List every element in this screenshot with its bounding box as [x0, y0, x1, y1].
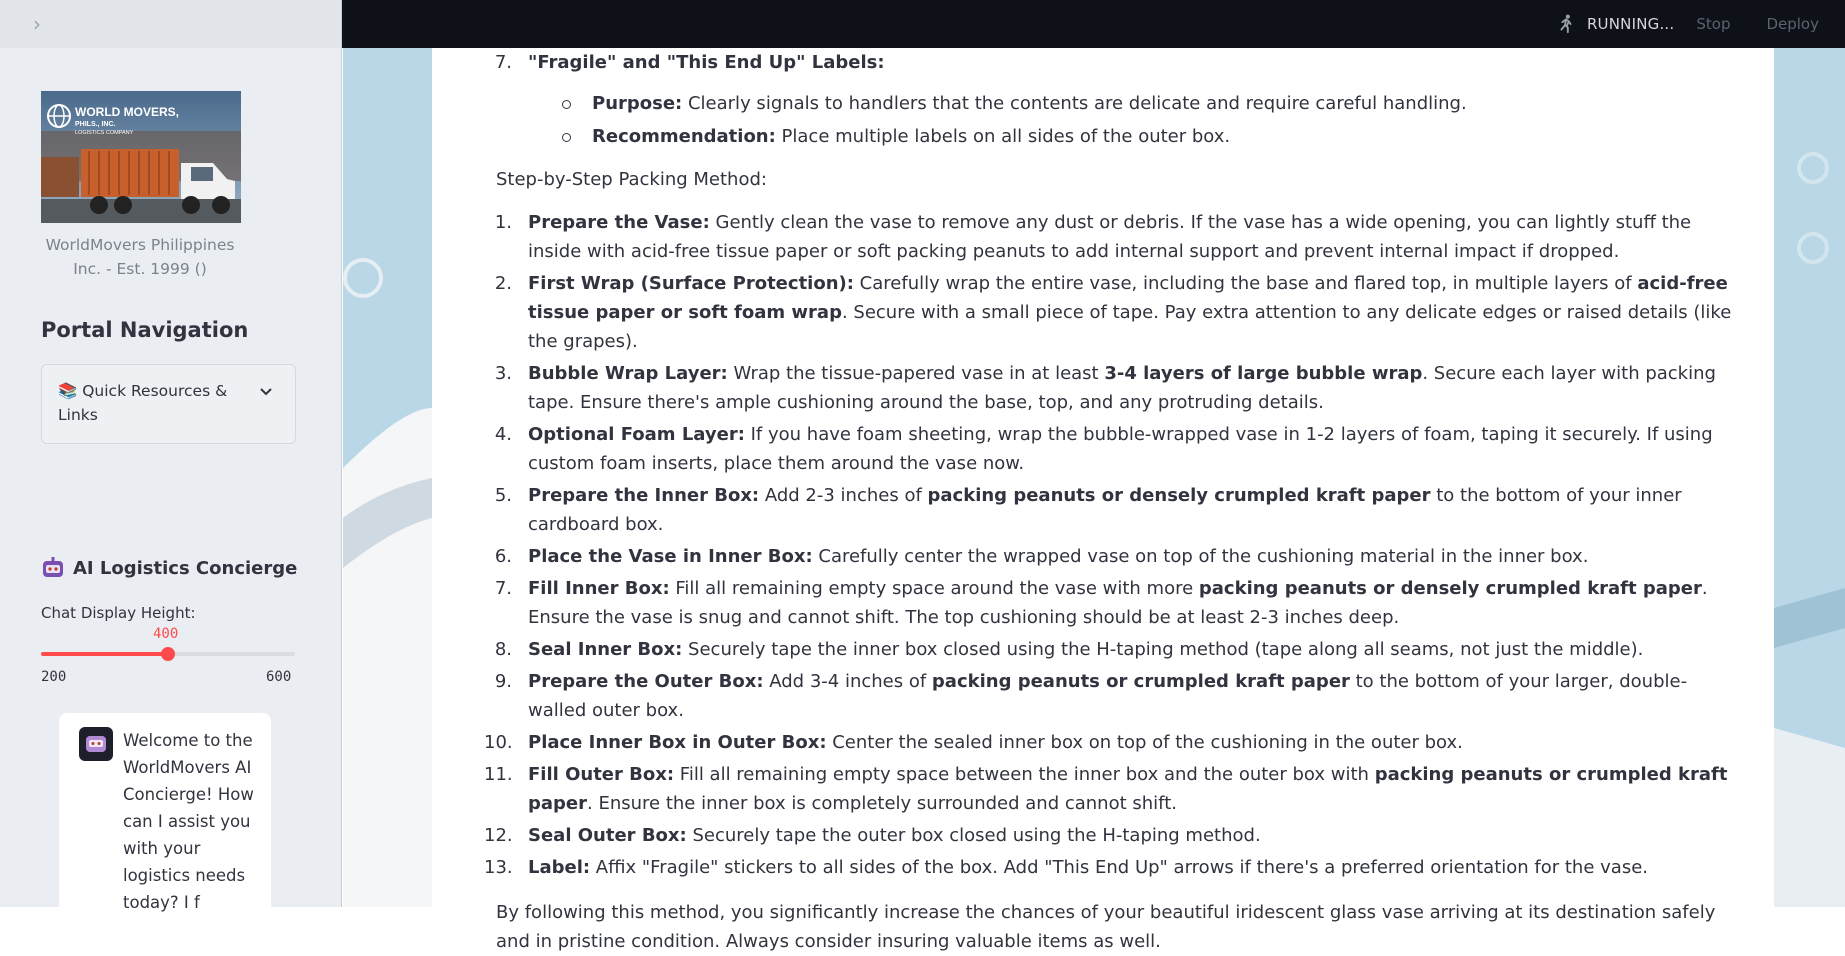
step-text: . Secure each layer with packing tape. Ensure there's ample cushioning around the base, top, and any protruding details. — [528, 363, 1716, 413]
step-item — [496, 420, 1744, 478]
materials-list — [496, 48, 1744, 151]
step-item — [496, 208, 1744, 266]
company-logo — [41, 91, 241, 223]
item-title: "Fragile" and "This End Up" Labels: — [528, 52, 885, 73]
step-bold-text: packing peanuts or crumpled kraft paper — [528, 764, 1728, 814]
step-number: 13. — [484, 857, 513, 878]
step-number: 4. — [494, 424, 512, 445]
step-number: 2. — [494, 273, 512, 294]
step-bold-text: Fill Outer Box: — [528, 764, 675, 785]
packing-guide — [432, 18, 1774, 956]
step-item — [496, 667, 1744, 725]
step-bold-text: acid-free tissue paper or soft foam wrap — [528, 273, 1728, 323]
concierge-title: AI Logistics Concierge — [73, 557, 298, 579]
step-bold-text: First Wrap (Surface Protection): — [528, 273, 854, 294]
step-bold-text: packing peanuts or crumpled kraft paper — [931, 671, 1350, 692]
step-bold-text: Prepare the Outer Box: — [528, 671, 764, 692]
sub-list-item — [560, 89, 1744, 118]
chat-container — [59, 713, 271, 912]
steps-heading: Step-by-Step Packing Method: — [496, 169, 767, 190]
main-area — [343, 48, 1845, 952]
svg-text:WORLD MOVERS,: WORLD MOVERS, — [75, 105, 179, 119]
portal-navigation-heading: Portal Navigation — [41, 318, 249, 342]
step-text: Securely tape the inner box closed using the H-taping method (tape along all seams, not just the middle). — [682, 639, 1644, 660]
step-bold-text: Place Inner Box in Outer Box: — [528, 732, 827, 753]
step-text: . Ensure the vase is snug and cannot shift. The top cushioning should be at least 2-3 inches deep. — [528, 578, 1708, 628]
step-bold-text: Fill Inner Box: — [528, 578, 670, 599]
step-text: Carefully center the wrapped vase on top of the cushioning material in the inner box. — [812, 546, 1589, 567]
step-item — [484, 728, 1744, 757]
step-item — [484, 853, 1744, 882]
sub-text: Clearly signals to handlers that the contents are delicate and require careful handling. — [682, 93, 1467, 114]
step-item — [484, 821, 1744, 850]
step-bold-text: Bubble Wrap Layer: — [528, 363, 728, 384]
chat-height-slider[interactable] — [41, 652, 295, 656]
step-item — [496, 481, 1744, 539]
slider-value: 400 — [153, 626, 179, 642]
assistant-avatar — [79, 727, 113, 761]
step-number: 10. — [484, 732, 513, 753]
step-item — [496, 635, 1744, 664]
step-bold-text: Seal Outer Box: — [528, 825, 687, 846]
sub-list-item — [560, 122, 1744, 151]
expander-label: 📚 Quick Resources & Links — [58, 382, 228, 424]
sub-bold: Purpose: — [592, 93, 683, 114]
robot-icon — [41, 557, 65, 579]
concierge-heading — [41, 557, 297, 579]
step-text: Center the sealed inner box on top of the cushioning in the outer box. — [826, 732, 1463, 753]
step-item — [496, 542, 1744, 571]
step-bold-text: Place the Vase in Inner Box: — [528, 546, 813, 567]
step-text: Gently clean the vase to remove any dust or debris. If the vase has a wide opening, you can lightly stuff the inside with acid-free tissue paper or soft packing peanuts to add internal support and prevent internal impact if dropped. — [528, 212, 1692, 262]
step-bold-text: packing peanuts or densely crumpled kraft paper — [1198, 578, 1702, 599]
sub-list — [560, 89, 1744, 151]
step-text: . Secure with a small piece of tape. Pay extra attention to any delicate edges or raised details (like the grapes). — [528, 302, 1732, 352]
app-header — [342, 0, 1845, 48]
chevron-down-icon — [259, 385, 273, 401]
item-number: 7. — [494, 52, 512, 73]
step-item — [496, 359, 1744, 417]
step-number: 6. — [494, 546, 512, 567]
step-item — [496, 269, 1744, 356]
svg-text:LOGISTICS COMPANY: LOGISTICS COMPANY — [75, 130, 134, 136]
svg-text:PHILS., INC.: PHILS., INC. — [75, 121, 116, 128]
step-text: Affix "Fragile" stickers to all sides of the box. Add "This End Up" arrows if there's a preferred orientation for the vase. — [590, 857, 1648, 878]
step-text: Carefully wrap the entire vase, including the base and flared top, in multiple layers of — [853, 273, 1638, 294]
content-panel — [432, 48, 1774, 952]
step-bold-text: Optional Foam Layer: — [528, 424, 745, 445]
chat-message: Welcome to the WorldMovers AI Concierge! How can I assist you with your logistics needs today? I f — [123, 731, 254, 912]
slider-max: 600 — [266, 669, 292, 685]
step-text: If you have foam sheeting, wrap the bubble-wrapped vase in 1-2 layers of foam, taping it securely. If using custom foam inserts, place them around the vase now. — [528, 424, 1713, 474]
slider-min: 200 — [41, 669, 67, 685]
sidebar — [0, 0, 342, 912]
quick-resources-expander[interactable] — [41, 364, 296, 444]
slider-fill — [41, 652, 168, 656]
sub-bold: Recommendation: — [592, 126, 776, 147]
step-bold-text: Prepare the Vase: — [528, 212, 710, 233]
step-text: Add 3-4 inches of — [763, 671, 932, 692]
slider-label: Chat Display Height: — [41, 604, 196, 622]
step-bold-text: Label: — [528, 857, 591, 878]
step-number: 11. — [484, 764, 513, 785]
company-caption: WorldMovers Philippines Inc. - Est. 1999 () — [45, 236, 235, 278]
chevron-right-icon[interactable]: › — [33, 12, 41, 36]
running-status: RUNNING... — [1586, 15, 1675, 33]
deploy-button[interactable]: Deploy — [1766, 15, 1819, 33]
sub-text: Place multiple labels on all sides of the outer box. — [775, 126, 1231, 147]
step-text: Wrap the tissue-papered vase in at least — [727, 363, 1105, 384]
step-text: Fill all remaining empty space between the inner box and the outer box with — [674, 764, 1375, 785]
step-bold-text: packing peanuts or densely crumpled kraft paper — [927, 485, 1431, 506]
slider-thumb[interactable] — [161, 647, 175, 661]
step-number: 9. — [494, 671, 512, 692]
step-text: Securely tape the outer box closed using the H-taping method. — [686, 825, 1261, 846]
running-man-icon — [1555, 13, 1577, 35]
step-text: Add 2-3 inches of — [759, 485, 928, 506]
step-number: 1. — [494, 212, 512, 233]
step-number: 12. — [484, 825, 513, 846]
step-number: 3. — [494, 363, 512, 384]
sidebar-header — [0, 0, 341, 48]
list-item — [496, 48, 1744, 151]
steps-list — [484, 208, 1744, 882]
step-number: 5. — [494, 485, 512, 506]
step-text: to the bottom of your inner cardboard box. — [528, 485, 1682, 535]
step-text: Fill all remaining empty space around the vase with more — [669, 578, 1199, 599]
step-text: . Ensure the inner box is completely surrounded and cannot shift. — [587, 793, 1177, 814]
step-item — [484, 760, 1744, 818]
step-number: 7. — [494, 578, 512, 599]
step-bold-text: Prepare the Inner Box: — [528, 485, 760, 506]
step-text: to the bottom of your larger, double-walled outer box. — [528, 671, 1688, 721]
closing-paragraph: By following this method, you significantly increase the chances of your beautiful iridescent glass vase arriving at its destination safely and in pristine condition. Always consider insuring valuable items as well. — [496, 902, 1716, 952]
step-number: 8. — [494, 639, 512, 660]
stop-button[interactable]: Stop — [1696, 15, 1731, 33]
step-bold-text: Seal Inner Box: — [528, 639, 683, 660]
step-bold-text: 3-4 layers of large bubble wrap — [1104, 363, 1423, 384]
step-item — [496, 574, 1744, 632]
